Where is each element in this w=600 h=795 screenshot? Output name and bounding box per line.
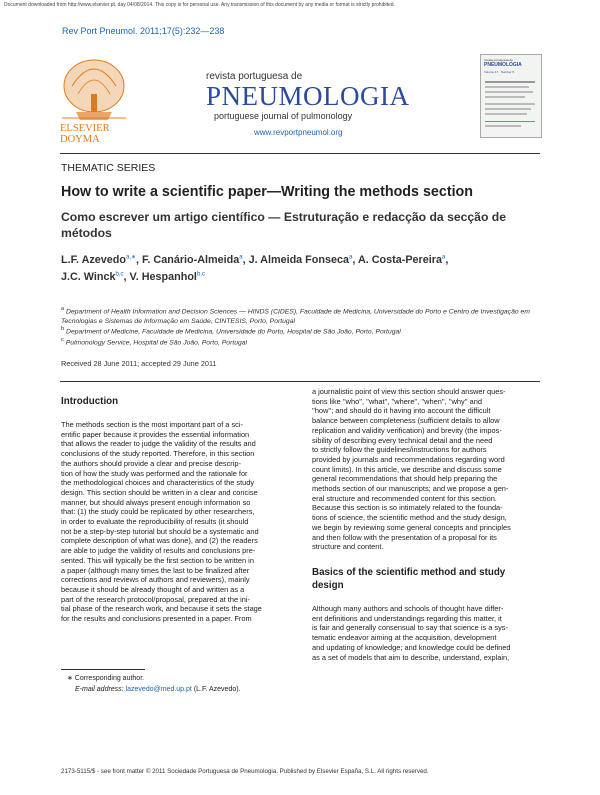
right-column-body: [312, 387, 542, 552]
text-line: the authors should provide a clear and precise descrip-: [61, 458, 241, 468]
author: V. Hespanhol$^{b,c}$: [129, 271, 205, 284]
basics-heading-line: design: [312, 580, 344, 591]
text-line: The methods section is the most important part of a sci-: [61, 420, 243, 429]
affiliation-a: $^a$ Department of Health Information and Decision Sciences — HINDS (CIDES), Faculdade de Medicina, Universidade do Porto e Centro de Investigação em Tecnologias e Sistemas de Informação em Saúde, CINTESIS, Porto, Portugal: [61, 306, 530, 325]
thematic-series-label: THEMATIC SERIES: [61, 162, 156, 174]
journal-subtitle-pt: revista portuguesa de: [206, 71, 303, 82]
affiliation-c: $^c$ Pulmonology Service, Hospital de São João, Porto, Portugal: [61, 337, 248, 347]
text-line: provided by journals and recommendations regarding word: [312, 454, 505, 464]
text-line: a paper (although many times the last to be finalized after: [61, 565, 250, 575]
author-list: [61, 250, 541, 285]
publisher-line1: ELSEVIER: [60, 123, 110, 134]
text-line: because it should be already thought of and written as a: [61, 584, 245, 594]
cover-header: revista portuguesa de: [484, 58, 513, 62]
author: L.F. Azevedo$^{a,∗}$,: [61, 253, 143, 266]
email-label: E-mail address:: [75, 686, 124, 693]
download-notice: Document downloaded from http://www.elsevier.pt, day 04/08/2014. This copy is for personal use. Any transmission of this document by any media or format is strictly prohibited.: [4, 2, 395, 8]
text-line: structure and content.: [312, 542, 384, 552]
basics-heading: [312, 566, 542, 592]
author: J.C. Winck$^{b,c}$,: [61, 271, 130, 284]
text-line: conclusions of the study reported. Therefore, in this section: [61, 449, 255, 459]
intro-heading: Introduction: [61, 396, 119, 407]
text-line: for the results and conclusions presented in a paper. From: [61, 614, 252, 624]
text-line: tematic endeavor aiming at the acquisition, development: [312, 633, 497, 643]
text-line: as a set of models that aim to describe, understand, explain,: [312, 652, 510, 662]
author: A. Costa-Pereira$^a$,: [357, 253, 449, 266]
citation[interactable]: Rev Port Pneumol. 2011;17(5):232—238: [62, 26, 225, 36]
text-line: Because this section is so intimately related to the founda-: [312, 503, 503, 513]
text-line: sibility of describing every technical detail and the need: [312, 435, 493, 445]
text-line: Although many authors and schools of thought have differ-: [312, 604, 504, 613]
text-line: tial phase of the research work, and because it sets the stage: [61, 604, 262, 614]
article-title: How to write a scientific paper—Writing the methods section: [61, 184, 474, 200]
journal-cover-thumbnail: [480, 54, 542, 138]
text-line: corrections and reviews of authors and reviewers), mainly: [61, 575, 250, 585]
text-line: that: (1) the study could be replicated by other researchers,: [61, 507, 255, 517]
journal-subtitle-en: portuguese journal of pulmonology: [214, 111, 353, 121]
text-line: replication and validity verification) and brevity (the impos-: [312, 425, 502, 435]
text-line: ent definitions and understandings regarding this matter, it: [312, 613, 502, 623]
text-line: eral structure and recommended content for this section.: [312, 493, 497, 503]
text-line: is fair and generally consensual to say that science is a sys-: [312, 623, 508, 633]
text-line: in order to evaluate the reproducibility of results (it should: [61, 517, 249, 527]
basics-heading-line: Basics of the scientific method and study: [312, 567, 506, 578]
text-line: count limits). In this article, we describe and discuss some: [312, 464, 502, 474]
text-line: tions of science, the scientific method and the study design,: [312, 513, 507, 523]
publisher-line2: DOYMA: [60, 134, 100, 145]
text-line: complete description of what was done), and (2) the readers: [61, 536, 258, 546]
header-rule: [60, 153, 540, 154]
text-line: methods section of our manuscripts; and we propose a gen-: [312, 484, 509, 494]
abstract-rule: [60, 381, 540, 382]
text-line: general recommendations that should help preparing the: [312, 474, 498, 484]
author: F. Canário-Almeida$^a$,: [142, 253, 249, 266]
text-line: not be a step-by-step tutorial but should be a systematic and: [61, 526, 259, 536]
email-suffix: (L.F. Azevedo).: [193, 686, 241, 693]
author: J. Almeida Fonseca$^a$,: [248, 253, 358, 266]
text-line: we begin by reviewing some general concepts and principles: [312, 522, 511, 532]
publisher-name: [60, 123, 110, 145]
received-dates: Received 28 June 2011; accepted 29 June 2011: [61, 359, 217, 368]
email-line: [75, 685, 241, 695]
copyright-line: 2173-5115/$ - see front matter © 2011 Sociedade Portuguesa de Pneumologia. Published by Elsevier España, S.L. All rights reserved.: [61, 768, 429, 775]
email-link[interactable]: lazevedo@med.up.pt: [125, 686, 192, 693]
affiliation-b: $^b$ Department of Medicine, Faculdade de Medicina, Universidade do Porto, Hospital de São João, Porto, Portugal: [61, 326, 401, 336]
text-line: and then follow with the presentation of a proposal for its: [312, 532, 497, 542]
text-line: are able to judge the validity of results and conclusions pre-: [61, 546, 256, 556]
text-line: and updating of knowledge; and knowledge could be defined: [312, 642, 511, 652]
basics-body: [312, 604, 542, 662]
article-subtitle: Como escrever um artigo científico — Estruturação e redacção da secção de métodos: [61, 210, 507, 240]
text-line: sented. This will typically be the first section to be written in: [61, 555, 254, 565]
text-line: manner, but should always present enough information so: [61, 497, 251, 507]
intro-body: [61, 420, 297, 624]
text-line: entific paper because it provides the essential information: [61, 429, 250, 439]
text-line: the methodological choices and characteristics of the study: [61, 478, 255, 488]
journal-name: PNEUMOLOGIA: [206, 81, 410, 111]
text-line: balance between completeness (sufficient details to allow: [312, 416, 500, 426]
text-line: design. This section should be written in a clear and concise: [61, 487, 258, 497]
text-line: a journalistic point of view this section should answer ques-: [312, 387, 506, 396]
cover-label: Volume 17 · Number 5: [484, 70, 515, 74]
corresponding-author: ∗ Corresponding author.: [67, 675, 145, 682]
text-line: tions like ''who'', ''what'', ''where'', ''when'', ''why'' and: [312, 396, 482, 406]
journal-url-link[interactable]: www.revportpneumol.org: [254, 128, 343, 137]
text-line: part of the research protocol/proposal, prepared at the ini-: [61, 594, 250, 604]
footnote-rule: [61, 669, 145, 670]
text-line: tion of how the study was performed and the rationale for: [61, 468, 248, 478]
text-line: ''how''; and should do it having into account the difficult: [312, 406, 491, 416]
text-line: to strictly follow the guidelines/instructions for authors: [312, 445, 487, 455]
cover-name: PNEUMOLOGIA: [484, 62, 522, 68]
text-line: that allows the reader to judge the validity of the results and: [61, 439, 256, 449]
